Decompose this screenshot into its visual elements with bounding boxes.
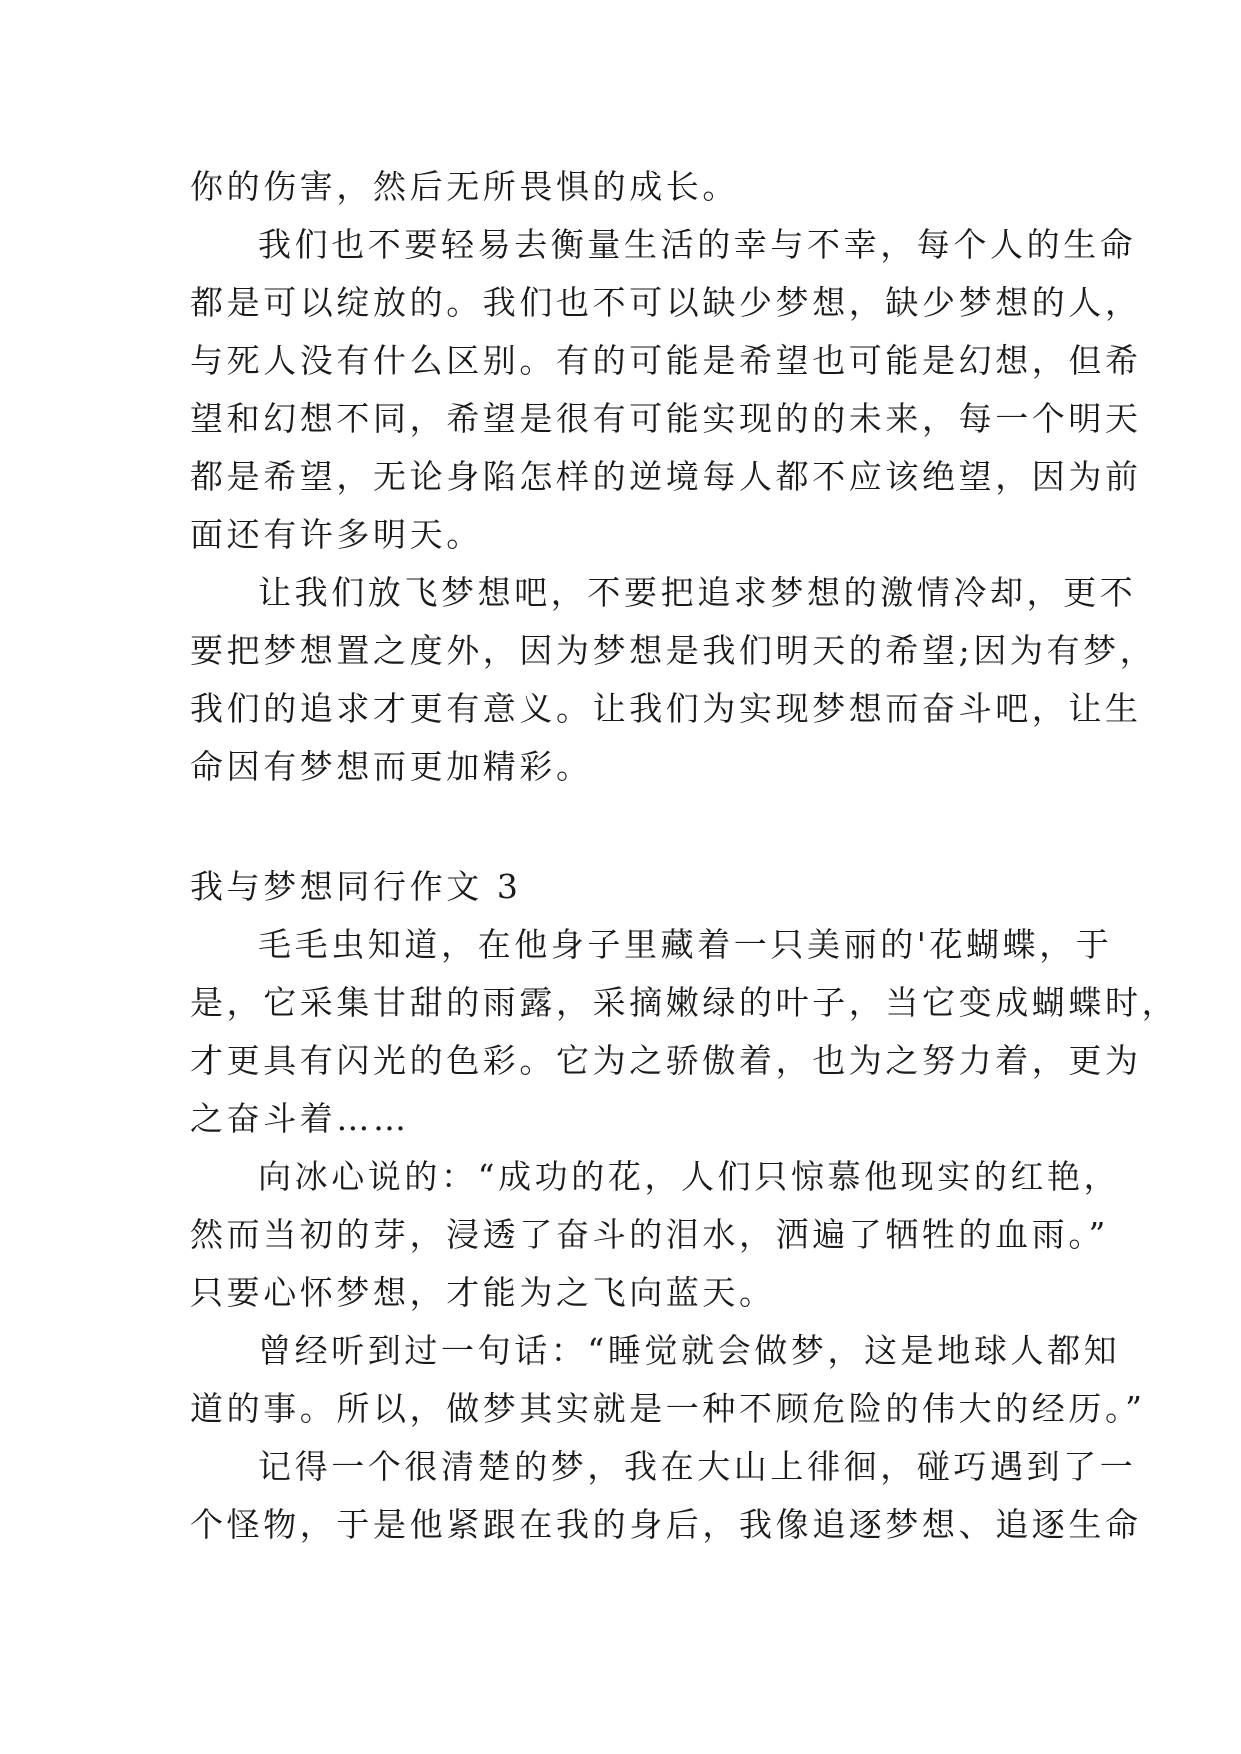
text-line: 命因有梦想而更加精彩。: [190, 747, 593, 786]
text-line: 只要心怀梦想，才能为之飞向蓝天。: [190, 1273, 776, 1312]
text-line: 之奋斗着……: [190, 1099, 410, 1138]
text-line: 我们的追求才更有意义。让我们为实现梦想而奋斗吧，让生: [190, 689, 1142, 728]
text-line: 望和幻想不同，希望是很有可能实现的的未来，每一个明天: [190, 399, 1142, 438]
text-line: 道的事。所以，做梦其实就是一种不顾危险的伟大的经历。”: [190, 1389, 1146, 1428]
text-line: 你的伤害，然后无所畏惧的成长。: [190, 167, 739, 206]
paragraph-start-line: 毛毛虫知道，在他身子里藏着一只美丽的'花蝴蝶，于: [258, 925, 1113, 964]
paragraph-start-line: 曾经听到过一句话：“睡觉就会做梦，这是地球人都知: [258, 1331, 1121, 1370]
paragraph-start-line: 我们也不要轻易去衡量生活的幸与不幸，每个人的生命: [258, 225, 1137, 264]
paragraph-start-line: 让我们放飞梦想吧，不要把追求梦想的激情冷却，更不: [258, 573, 1137, 612]
paragraph-start-line: 记得一个很清楚的梦，我在大山上徘徊，碰巧遇到了一: [258, 1447, 1137, 1486]
text-line: 个怪物，于是他紧跟在我的身后，我像追逐梦想、追逐生命: [190, 1505, 1142, 1544]
text-line: 才更具有闪光的色彩。它为之骄傲着，也为之努力着，更为: [190, 1041, 1142, 1080]
text-line: 是，它采集甘甜的雨露，采摘嫩绿的叶子，当它变成蝴蝶时，: [190, 983, 1179, 1022]
text-line: 与死人没有什么区别。有的可能是希望也可能是幻想，但希: [190, 341, 1142, 380]
text-line: 然而当初的芽，浸透了奋斗的泪水，洒遍了牺牲的血雨。”: [190, 1215, 1109, 1254]
text-line: 都是希望，无论身陷怎样的逆境每人都不应该绝望，因为前: [190, 457, 1142, 496]
section-heading: 我与梦想同行作文 3: [190, 867, 522, 906]
text-line: 面还有许多明天。: [190, 515, 483, 554]
document-page: [190, 158, 1179, 1554]
text-line: 要把梦想置之度外，因为梦想是我们明天的希望;因为有梦，: [190, 631, 1157, 670]
section-gap: [190, 796, 1070, 858]
text-line: 都是可以绽放的。我们也不可以缺少梦想，缺少梦想的人，: [190, 283, 1142, 322]
paragraph-start-line: 向冰心说的：“成功的花，人们只惊慕他现实的红艳，: [258, 1157, 1121, 1196]
